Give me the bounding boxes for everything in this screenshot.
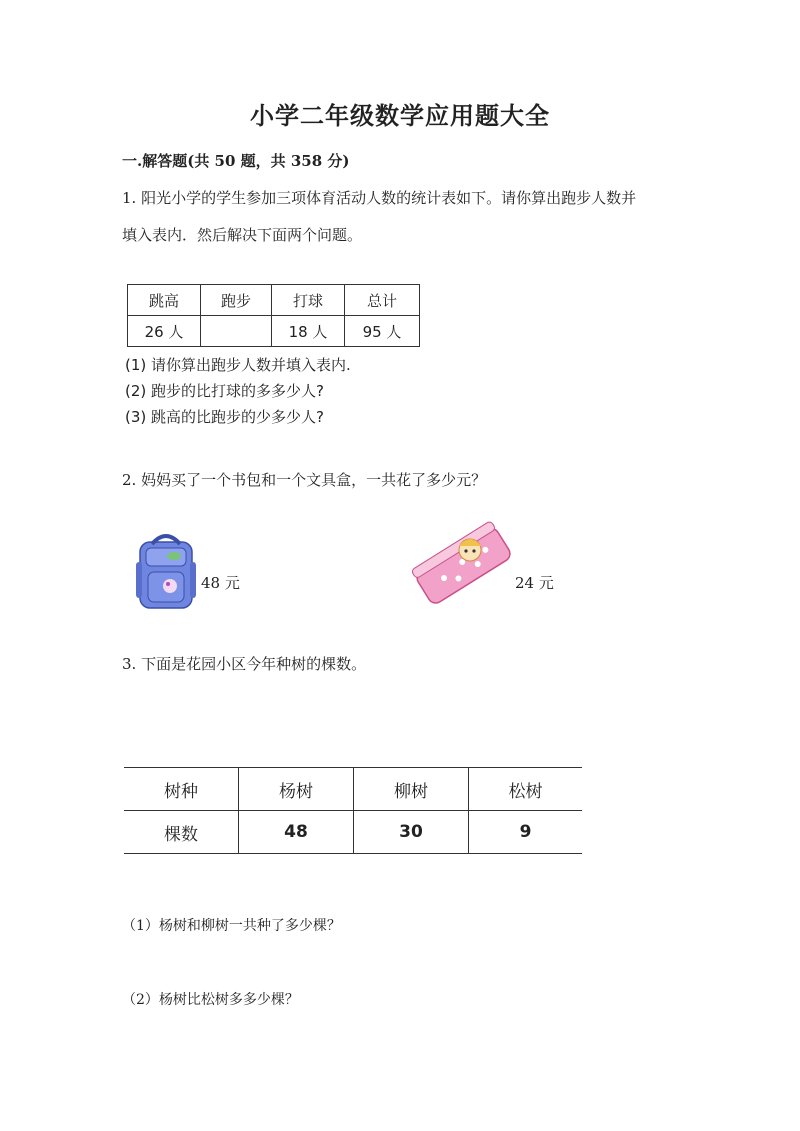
backpack-icon [134,528,198,612]
q1-text-line1: 1. 阳光小学的学生参加三项体育活动人数的统计表如下。请你算出跑步人数并 [122,189,637,207]
table-row [124,768,582,811]
q1-text-line2: 填入表内．然后解决下面两个问题。 [122,226,363,244]
table-row [128,316,420,347]
table-cell: 9 [469,811,583,854]
table-cell: 18 人 [272,316,345,347]
table-cell: 95 人 [345,316,420,347]
table-cell: 棵数 [124,811,239,854]
section-heading: 一.解答题(共 50 题，共 358 分) [122,152,350,170]
answer-cell[interactable] [201,316,272,347]
q1-sub-3: (3) 跳高的比跑步的少多少人? [125,408,324,426]
table-cell: 跳高 [128,285,201,316]
table-cell: 树种 [124,768,239,811]
table-cell: 杨树 [239,768,354,811]
table-cell: 总计 [345,285,420,316]
table-cell: 26 人 [128,316,201,347]
q1-sub-1: (1) 请你算出跑步人数并填入表内. [125,356,351,374]
page-title: 小学二年级数学应用题大全 [250,101,550,130]
table-row [128,285,420,316]
q3-sub-1: （1）杨树和柳树一共种了多少棵？ [122,918,341,934]
q3-tree-table [124,767,582,854]
q3-text: 3. 下面是花园小区今年种树的棵数。 [122,655,367,673]
table-cell: 48 [239,811,354,854]
pencil-case-price: 24 元 [515,574,554,592]
table-cell: 松树 [469,768,583,811]
table-row [124,811,582,854]
table-cell: 跑步 [201,285,272,316]
q1-sub-2: (2) 跑步的比打球的多多少人? [125,382,324,400]
q2-text: 2. 妈妈买了一个书包和一个文具盒，一共花了多少元？ [122,471,487,489]
pencil-case-icon [410,520,516,610]
table-cell: 打球 [272,285,345,316]
table-cell: 30 [354,811,469,854]
q1-stats-table [127,284,420,347]
table-cell: 柳树 [354,768,469,811]
q3-sub-2: （2）杨树比松树多多少棵？ [122,992,299,1008]
backpack-price: 48 元 [201,574,240,592]
